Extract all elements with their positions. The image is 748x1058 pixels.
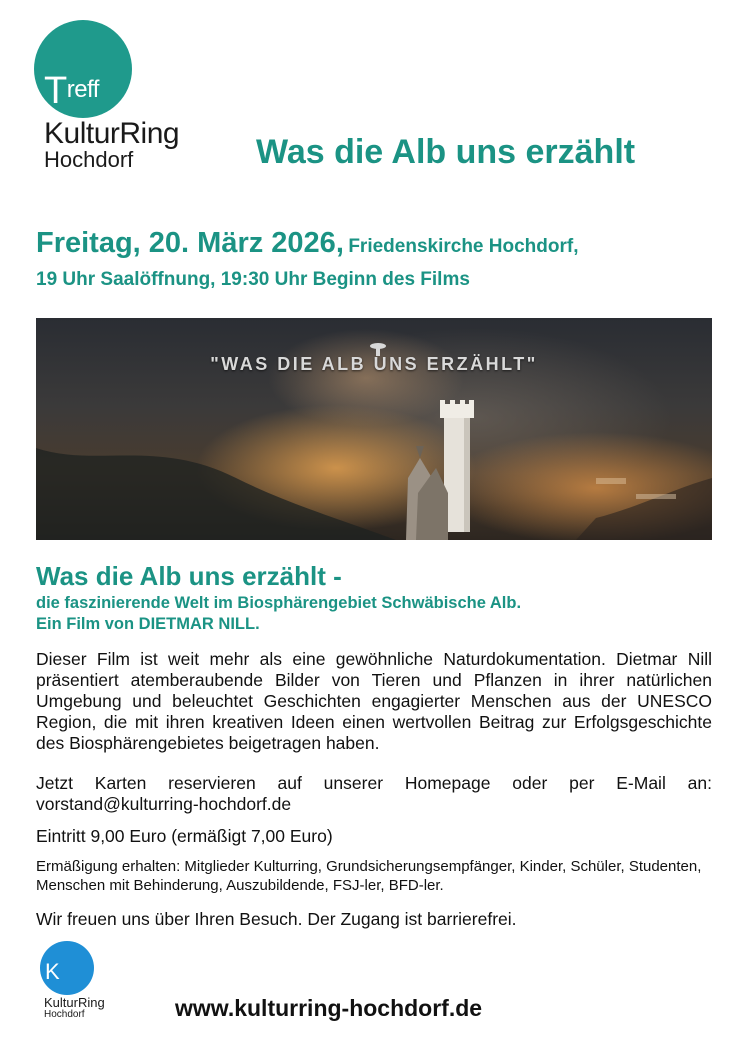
discount-info: Ermäßigung erhalten: Mitglieder Kulturring, Grundsicherungsempfänger, Kinder, Schüler, Studenten, Menschen mit Behinderung, Auszubildende, FSJ-ler, BFD-ler. [36,858,702,894]
event-times: 19 Uhr Saalöffnung, 19:30 Uhr Beginn des Films [36,269,470,290]
kulturring-treff-logo [34,20,194,180]
logo-k-letter: K [45,959,60,984]
event-date: Freitag, 20. März 2026, [36,227,344,259]
logo-bottom-line1: KulturRing [44,995,105,1010]
admission-price: Eintritt 9,00 Euro (ermäßigt 7,00 Euro) [36,826,333,846]
kulturring-logo-bottom [36,941,146,1021]
page-title: Was die Alb uns erzählt [256,133,636,171]
film-description: Dieser Film ist weit mehr als eine gewöhnliche Naturdokumentation. Dietmar Nill präsentiert atemberaubende Bilder von Tieren und Pflanzen in ihrer natürlichen Umgebung und beleuchtet Geschichten engagierter Menschen aus der UNESCO Region, die mit ihren kreativen Ideen einen wertvollen Beitrag zur Erfolgsgeschichte des Biosphärengebietes beigetragen haben. [36,649,712,753]
film-subtitle: die faszinierende Welt im Biosphärengebiet Schwäbische Alb. [36,594,522,612]
logo-treff-text: Treff [44,70,99,112]
film-still-image [36,318,712,540]
welcome-text: Wir freuen uns über Ihren Besuch. Der Zugang ist barrierefrei. [36,909,517,929]
event-venue: Friedenskirche Hochdorf, [348,236,579,257]
logo-bottom-line2: Hochdorf [44,1009,85,1020]
event-date-line [36,225,579,266]
website-url: www.kulturring-hochdorf.de [175,995,483,1021]
film-caption: "WAS DIE ALB UNS ERZÄHLT" [210,354,538,374]
castle-tower-illustration [36,318,712,540]
logo-name-line1: KulturRing [44,117,180,150]
film-title: Was die Alb uns erzählt - [36,561,342,591]
film-director: Ein Film von DIETMAR NILL. [36,615,260,633]
reservation-text: Jetzt Karten reservieren auf unserer Homepage oder per E-Mail an: vorstand@kulturring-hochdorf.de [36,773,712,814]
logo-name-line2: Hochdorf [44,147,134,172]
